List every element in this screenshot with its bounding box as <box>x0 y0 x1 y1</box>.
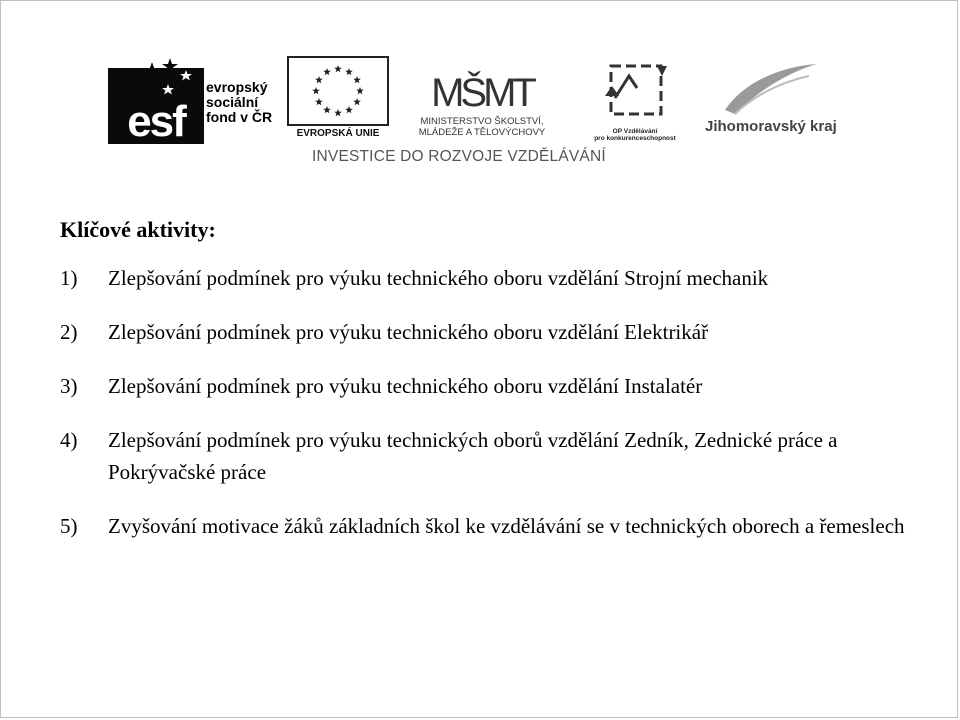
esf-mark-icon <box>108 58 204 144</box>
list-item <box>60 316 940 348</box>
msmt-caption-line-1: MINISTERSTVO ŠKOLSTVÍ, <box>420 116 544 127</box>
list-item-text: Zlepšování podmínek pro výuku technického oboru vzdělání Instalatér <box>108 374 703 398</box>
msmt-logo <box>396 56 568 144</box>
msmt-caption <box>396 116 568 138</box>
list-item-number: 1) <box>60 266 78 290</box>
investice-tagline: INVESTICE DO ROZVOJE VZDĚLÁVÁNÍ <box>312 148 606 165</box>
msmt-mark-icon <box>396 56 568 114</box>
list-item <box>60 510 940 542</box>
list-item-text: Zlepšování podmínek pro výuku technického oboru vzdělání Elektrikář <box>108 320 709 344</box>
op-caption-line-1: OP Vzdělávání <box>612 128 658 135</box>
list-item-number: 3) <box>60 374 78 398</box>
list-item-text: Zlepšování podmínek pro výuku technického oboru vzdělání Strojní mechanik <box>108 266 769 290</box>
esf-line-1: evropský <box>206 79 268 95</box>
list-item-number: 4) <box>60 428 78 452</box>
op-caption <box>585 128 685 142</box>
esf-line-2: sociální <box>206 94 259 110</box>
logo-bar <box>0 0 960 180</box>
eu-logo <box>287 56 389 144</box>
op-logo <box>585 58 685 146</box>
esf-logo <box>108 58 308 144</box>
svg-text:esf: esf <box>127 97 185 144</box>
esf-caption <box>206 80 272 125</box>
esf-line-3: fond v ČR <box>206 109 273 125</box>
eu-caption: EVROPSKÁ UNIE <box>296 128 380 139</box>
list-item <box>60 424 940 488</box>
list-item <box>60 262 940 294</box>
page-title: Klíčové aktivity: <box>60 217 216 242</box>
msmt-caption-line-2: MLÁDEŽE A TĚLOVÝCHOVY <box>418 127 546 138</box>
jmk-logo <box>705 60 837 144</box>
op-mark-icon <box>585 58 685 124</box>
list-item-number: 5) <box>60 514 78 538</box>
activity-list <box>60 262 940 542</box>
list-item-number: 2) <box>60 320 78 344</box>
jmk-swoosh-icon <box>705 60 830 118</box>
list-item-text: Zlepšování podmínek pro výuku technických oborů vzdělání Zedník, Zednické práce a Pokrývačské práce <box>108 428 838 484</box>
svg-text:MŠMT: MŠMT <box>431 71 533 114</box>
op-caption-line-2: pro konkurenceschopnost <box>594 135 676 142</box>
eu-flag-icon <box>287 56 389 126</box>
list-item-text: Zvyšování motivace žáků základních škol ke vzdělávání se v technických oborech a řemeslech <box>108 514 905 538</box>
jmk-caption: Jihomoravský kraj <box>705 118 837 135</box>
list-item <box>60 370 940 402</box>
